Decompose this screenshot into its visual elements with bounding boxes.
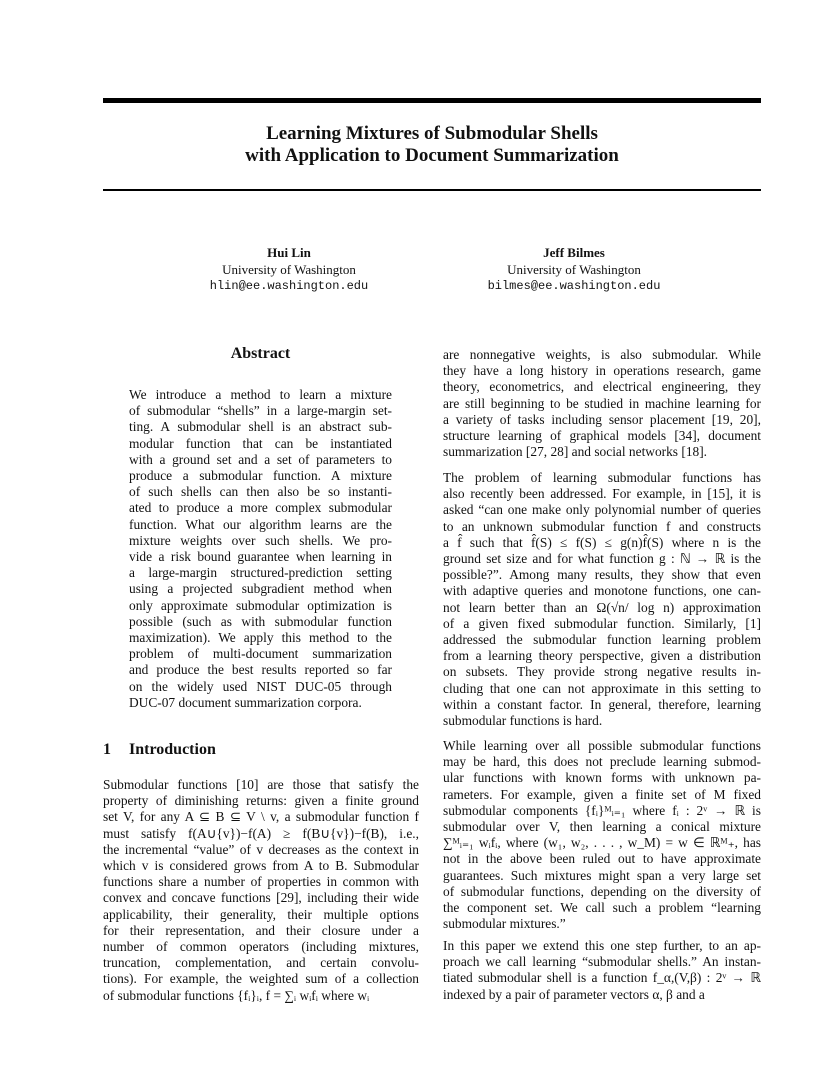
text-line: not in the above been ruled out to have approximate — [443, 851, 761, 867]
text-line: are nonnegative weights, is also submodular. While — [443, 347, 761, 362]
text-line: a large-margin structured-prediction setting — [129, 565, 392, 581]
author-block — [444, 245, 704, 295]
abstract-heading: Abstract — [230, 345, 291, 362]
text-line: submodular mixtures.” — [443, 916, 566, 932]
section-number: 1 — [103, 741, 111, 758]
text-line: tiated submodular shell is a function f_α,(V,β) : 2ᵛ → ℝ — [443, 970, 761, 986]
text-line: We introduce a method to learn a mixture — [129, 387, 392, 402]
text-line: truncation, complementation, and certain convolu- — [103, 955, 419, 971]
text-line: ting. A submodular shell is an abstract sub- — [129, 419, 392, 435]
text-line: a variety of tasks including sensor placement [19, 20], — [443, 411, 761, 427]
author-name: Hui Lin — [267, 245, 311, 260]
text-line: submodular functions is hard. — [443, 713, 603, 729]
text-line: ated to produce a more complex submodular — [129, 500, 392, 516]
author-email: bilmes@ee.washington.edu — [487, 279, 661, 293]
text-line: only approximate submodular optimization is — [129, 597, 392, 613]
text-line: possible (such as with submodular function — [129, 613, 392, 629]
author-email: hlin@ee.washington.edu — [209, 279, 369, 293]
text-line: produce a submodular function. A mixture — [129, 468, 392, 484]
text-line: summarization [27, 28] and social networks [18]. — [443, 444, 708, 460]
paragraph — [443, 938, 761, 1003]
text-line: applicability, their generality, their multiple options — [103, 906, 419, 922]
text-line: of a given fixed submodular function. Similarly, [1] — [443, 615, 761, 631]
text-line: property of diminishing returns: given a finite ground — [103, 793, 419, 809]
text-line: modular function that can be instantiated — [129, 435, 392, 451]
paragraph — [443, 738, 761, 932]
text-line: using a projected subgradient method when — [129, 581, 392, 597]
text-line: function. What our algorithm learns are the — [129, 516, 392, 532]
text-line: of such shells can then also be so instanti- — [129, 484, 392, 500]
text-line: ground set size and for what function g : ℕ → ℝ is the — [443, 551, 761, 567]
text-line: functions share a number of properties in common with — [103, 874, 419, 890]
text-line: they have a long history in operations research, game — [443, 363, 761, 379]
text-line: tions). For example, the weighted sum of a collection — [103, 971, 419, 987]
text-line: number of common operators (including mixtures, — [103, 939, 419, 955]
title-rule — [103, 189, 761, 191]
text-line: theory, econometrics, and electrical engineering, they — [443, 379, 761, 395]
author-block — [159, 245, 419, 295]
text-line: must satisfy f(A∪{v})−f(A) ≥ f(B∪{v})−f(B), i.e., — [103, 825, 419, 841]
author-affiliation: University of Washington — [222, 261, 356, 277]
text-line: rameters. For example, given a finite set of M fixed — [443, 786, 761, 802]
text-line: also recently been addressed. For example, in [15], it is — [443, 486, 761, 502]
paragraph — [443, 470, 761, 729]
text-line: ∑ᴹᵢ₌₁ wᵢfᵢ, where (w₁, w₂, . . . , w_M) = w ∈ ℝᴹ₊, has — [443, 835, 761, 851]
text-line: structure learning of graphical models [34], document — [443, 428, 761, 444]
text-line: not learn better than an Ω(√n/ log n) approximation — [443, 599, 761, 615]
text-line: from a learning theory perspective, given a distribution — [443, 648, 761, 664]
text-line: of submodular functions {fᵢ}ᵢ, f = ∑ᵢ wᵢfᵢ where wᵢ — [103, 987, 370, 1003]
text-line: of submodular functions, depending on the diversity of — [443, 883, 761, 899]
text-line: ular functions with known forms with unknown pa- — [443, 770, 761, 786]
text-line: the component set. We call such a problem “learning — [443, 900, 761, 916]
text-line: submodular components {fᵢ}ᴹᵢ₌₁ where fᵢ : 2ᵛ → ℝ is — [443, 802, 761, 818]
text-line: and produce the best results reported so far — [129, 662, 392, 678]
text-line: with a ground set and a set of parameters to — [129, 451, 392, 467]
text-line: vide a risk bound guarantee when learning in — [129, 549, 392, 565]
text-line: cluding that one can not approximate in this setting to — [443, 680, 761, 696]
text-line: may be hard, this does not preclude learning submod- — [443, 754, 761, 770]
text-line: submodular over V, then learning a conical mixture — [443, 819, 761, 835]
text-line: In this paper we extend this one step further, to an ap- — [443, 938, 761, 953]
text-line: for their representation, and their closure under a — [103, 922, 419, 938]
text-line: indexed by a pair of parameter vectors α, β and a — [443, 986, 705, 1002]
text-line: are still beginning to be studied in machine learning for — [443, 395, 761, 411]
text-line: guarantees. Such mixtures might span a very large set — [443, 867, 761, 883]
section-title: Introduction — [129, 741, 216, 758]
text-line: DUC-07 document summarization corpora. — [129, 694, 362, 710]
text-line: to an unknown submodular function f and constructs — [443, 518, 761, 534]
author-affiliation: University of Washington — [507, 261, 641, 277]
title-line: Learning Mixtures of Submodular Shells — [266, 123, 598, 144]
top-rule — [103, 98, 761, 103]
text-line: on subsets. They provide strong negative results in- — [443, 664, 761, 680]
text-line: a f̂ such that f̂(S) ≤ f(S) ≤ g(n)f̂(S) where n is the — [443, 534, 761, 550]
text-line: convex and concave functions [29], including their wide — [103, 890, 419, 906]
title-line: with Application to Document Summarization — [245, 145, 619, 166]
text-line: set V, for any A ⊆ B ⊆ V \ v, a submodular function f — [103, 809, 419, 825]
text-line: which v is considered grows from A to B. Submodular — [103, 858, 419, 874]
abstract-body — [129, 387, 392, 711]
text-line: addressed the submodular function learning problem — [443, 632, 761, 648]
text-line: within a constant factor. In general, therefore, learning — [443, 696, 761, 712]
text-line: proach we call learning “submodular shells.” An instan- — [443, 954, 761, 970]
text-line: with adaptive queries and monotone functions, one can- — [443, 583, 761, 599]
author-name: Jeff Bilmes — [543, 245, 605, 260]
section-heading — [103, 741, 216, 759]
text-line: mixture weights over such shells. We pro- — [129, 532, 392, 548]
text-line: on the widely used NIST DUC-05 through — [129, 678, 392, 694]
text-line: possible?”. Among many results, they show that even — [443, 567, 761, 583]
text-line: asked “can one make only polynomial number of queries — [443, 502, 761, 518]
text-line: While learning over all possible submodular functions — [443, 738, 761, 753]
text-line: Submodular functions [10] are those that satisfy the — [103, 777, 419, 792]
intro-paragraph — [103, 777, 419, 1004]
text-line: of submodular “shells” in a large-margin set- — [129, 403, 392, 419]
text-line: the incremental “value” of v decreases as the context in — [103, 841, 419, 857]
text-line: problem of multi-document summarization — [129, 646, 392, 662]
paragraph — [443, 347, 761, 460]
paper-title — [103, 123, 761, 167]
text-line: maximization). We apply this method to the — [129, 630, 392, 646]
text-line: The problem of learning submodular functions has — [443, 470, 761, 485]
